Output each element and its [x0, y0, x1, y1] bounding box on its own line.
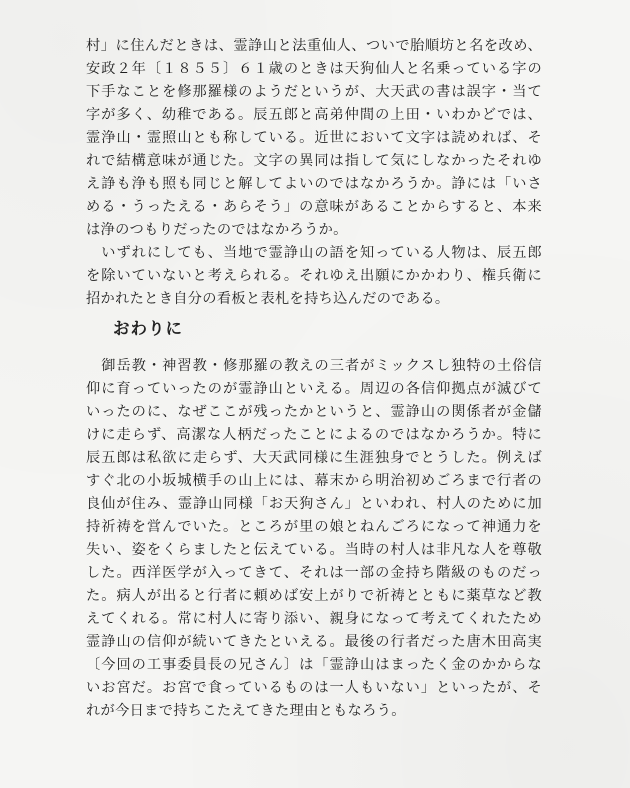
- text-line: えてくれる。常に村人に寄り添い、親身になって考えてくれたため: [86, 611, 542, 627]
- text-line: た。病人が出ると行者に頼めば安上がりで祈祷とともに薬草など教: [86, 588, 542, 604]
- text-line: 霊浄山・霊照山とも称している。近世において文字は読めれば、そ: [86, 130, 542, 146]
- section-heading: おわりに: [113, 319, 183, 338]
- text-line: を除いていないと考えられる。それゆえ出願にかかわり、権兵衛に: [86, 268, 542, 284]
- text-line: 御岳教・神習教・修那羅の教えの三者がミックスし独特の土俗信: [86, 358, 542, 374]
- text-line: した。西洋医学が入ってきて、それは一部の金持ち階級のものだっ: [86, 565, 542, 581]
- text-line: 辰五郎は私欲に走らず、大天武同様に生涯独身でとうした。例えば: [86, 450, 542, 466]
- text-line: 招かれたとき自分の看板と表札を持ち込んだのである。: [86, 291, 450, 307]
- text-line: すぐ北の小坂城横手の山上には、幕末から明治初めごろまで行者の: [86, 473, 542, 489]
- text-line: 安政２年〔１８５５〕６１歳のときは天狗仙人と名乗っている字の: [86, 61, 542, 77]
- text-line: え諍も浄も照も同じと解してよいのではなかろうか。諍には「いさ: [86, 176, 542, 192]
- text-line: れで結構意味が通じた。文字の異同は指して気にしなかったそれゆ: [86, 153, 542, 169]
- text-line: 〔今回の工事委員長の兄さん〕は「霊諍山はまったく金のかからな: [86, 657, 542, 673]
- text-line: 持祈祷を営んでいた。ところが里の娘とねんごろになって神通力を: [86, 519, 542, 535]
- text-line: れが今日まで持ちこたえてきた理由ともなろう。: [86, 703, 406, 719]
- text-line: いずれにしても、当地で霊諍山の語を知っている人物は、辰五郎: [86, 245, 542, 261]
- text-line: 村」に住んだときは、霊諍山と法重仙人、ついで胎順坊と名を改め、: [86, 38, 542, 54]
- text-line: 失い、姿をくらましたと伝えている。当時の村人は非凡な人を尊敬: [86, 542, 542, 558]
- paragraph-2: [86, 242, 542, 311]
- text-line: いお宮だ。お宮で食っているものは一人もいない」といったが、そ: [86, 680, 542, 696]
- text-line: は浄のつもりだったのではなかろうか。: [86, 222, 348, 238]
- text-line: いったのに、なぜここが残ったかというと、霊諍山の関係者が金儲: [86, 404, 542, 420]
- text-line: 仰に育っていったのが霊諍山といえる。周辺の各信仰拠点が滅びて: [86, 381, 542, 397]
- paragraph-3: [86, 355, 542, 723]
- text-line: 霊諍山の信仰が続いてきたといえる。最後の行者だった唐木田高実: [86, 634, 542, 650]
- paragraph-1: [86, 35, 542, 242]
- text-line: める・うったえる・あらそう」の意味があることからすると、本来: [86, 199, 542, 215]
- text-line: けに走らず、高潔な人柄だったことによるのではなかろうか。特に: [86, 427, 542, 443]
- text-line: 下手なことを修那羅様のようだというが、大天武の書は誤字・当て: [86, 84, 542, 100]
- text-line: 良仙が住み、霊諍山同様「お天狗さん」といわれ、村人のために加: [86, 496, 542, 512]
- text-line: 字が多く、幼稚である。辰五郎と高弟仲間の上田・いわかどでは、: [86, 107, 542, 123]
